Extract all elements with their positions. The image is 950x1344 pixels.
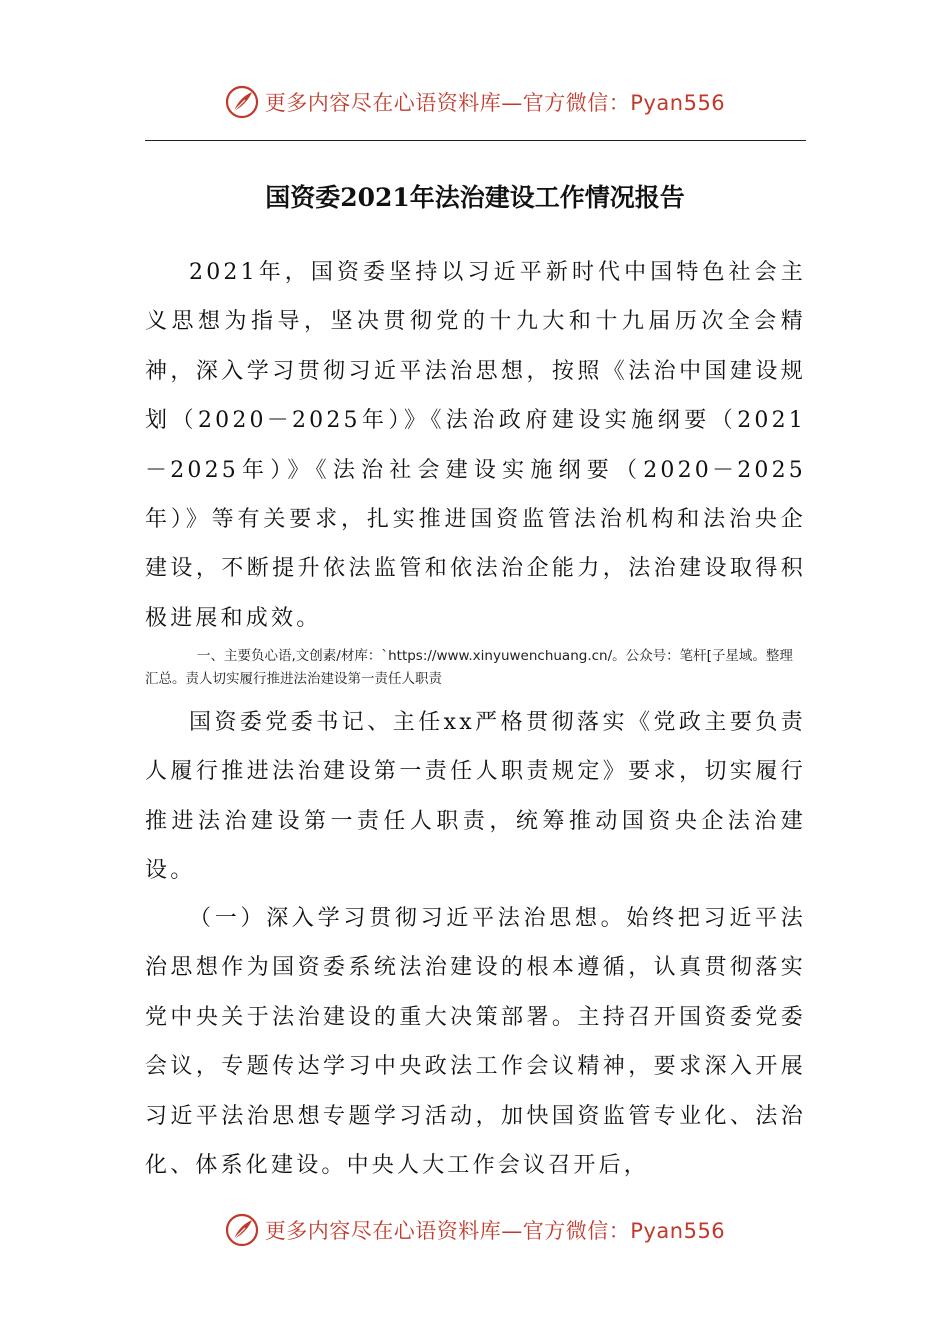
- feather-pen-logo-icon: [225, 1213, 259, 1247]
- page-header: [0, 82, 950, 122]
- footer-banner: [225, 1213, 725, 1247]
- header-banner-text: 更多内容尽在心语资料库—官方微信：Pyan556: [264, 91, 726, 115]
- paragraph-intro: 2021年，国资委坚持以习近平新时代中国特色社会主义思想为指导，坚决贯彻党的十九大和十九届历次全会精神，深入学习贯彻习近平法治思想，按照《法治中国建设规划（2020－2025年）》《法治政府建设实施纲要（2021－2025年）》《法治社会建设实施纲要（2020－2025年）》等有关要求，扎实推进国资监管法治机构和法治央企建设，不断提升依法监管和依法治企能力，法治建设取得积极进展和成效。: [145, 260, 806, 631]
- feather-pen-logo-icon: [225, 85, 259, 119]
- document-title: 国资委2021年法治建设工作情况报告: [265, 183, 685, 212]
- paragraph-responsibility: 国资委党委书记、主任xx严格贯彻落实《党政主要负责人履行推进法治建设第一责任人职责规定》要求，切实履行推进法治建设第一责任人职责，统筹推动国资央企法治建设。: [145, 710, 806, 884]
- header-banner: [225, 85, 725, 119]
- paragraph-study-thought: （一）深入学习贯彻习近平法治思想。始终把习近平法治思想作为国资委系统法治建设的根本遵循，认真贯彻落实党中央关于法治建设的重大决策部署。主持召开国资委党委会议，专题传达学习中央政法工作会议精神，要求深入开展习近平法治思想专题学习活动，加快国资监管专业化、法治化、体系化建设。中央人大工作会议召开后，: [145, 906, 806, 1179]
- footer-banner-text: 更多内容尽在心语资料库—官方微信：Pyan556: [264, 1219, 726, 1243]
- section-note: 一、主要负心语,文创素/材库：`https://www.xinyuwenchuang.cn/。公众号：笔杆[子星域。整理汇总。责人切实履行推进法治建设第一责任人职责: [145, 648, 793, 687]
- page-footer: [0, 1210, 950, 1250]
- header-divider: [145, 140, 806, 141]
